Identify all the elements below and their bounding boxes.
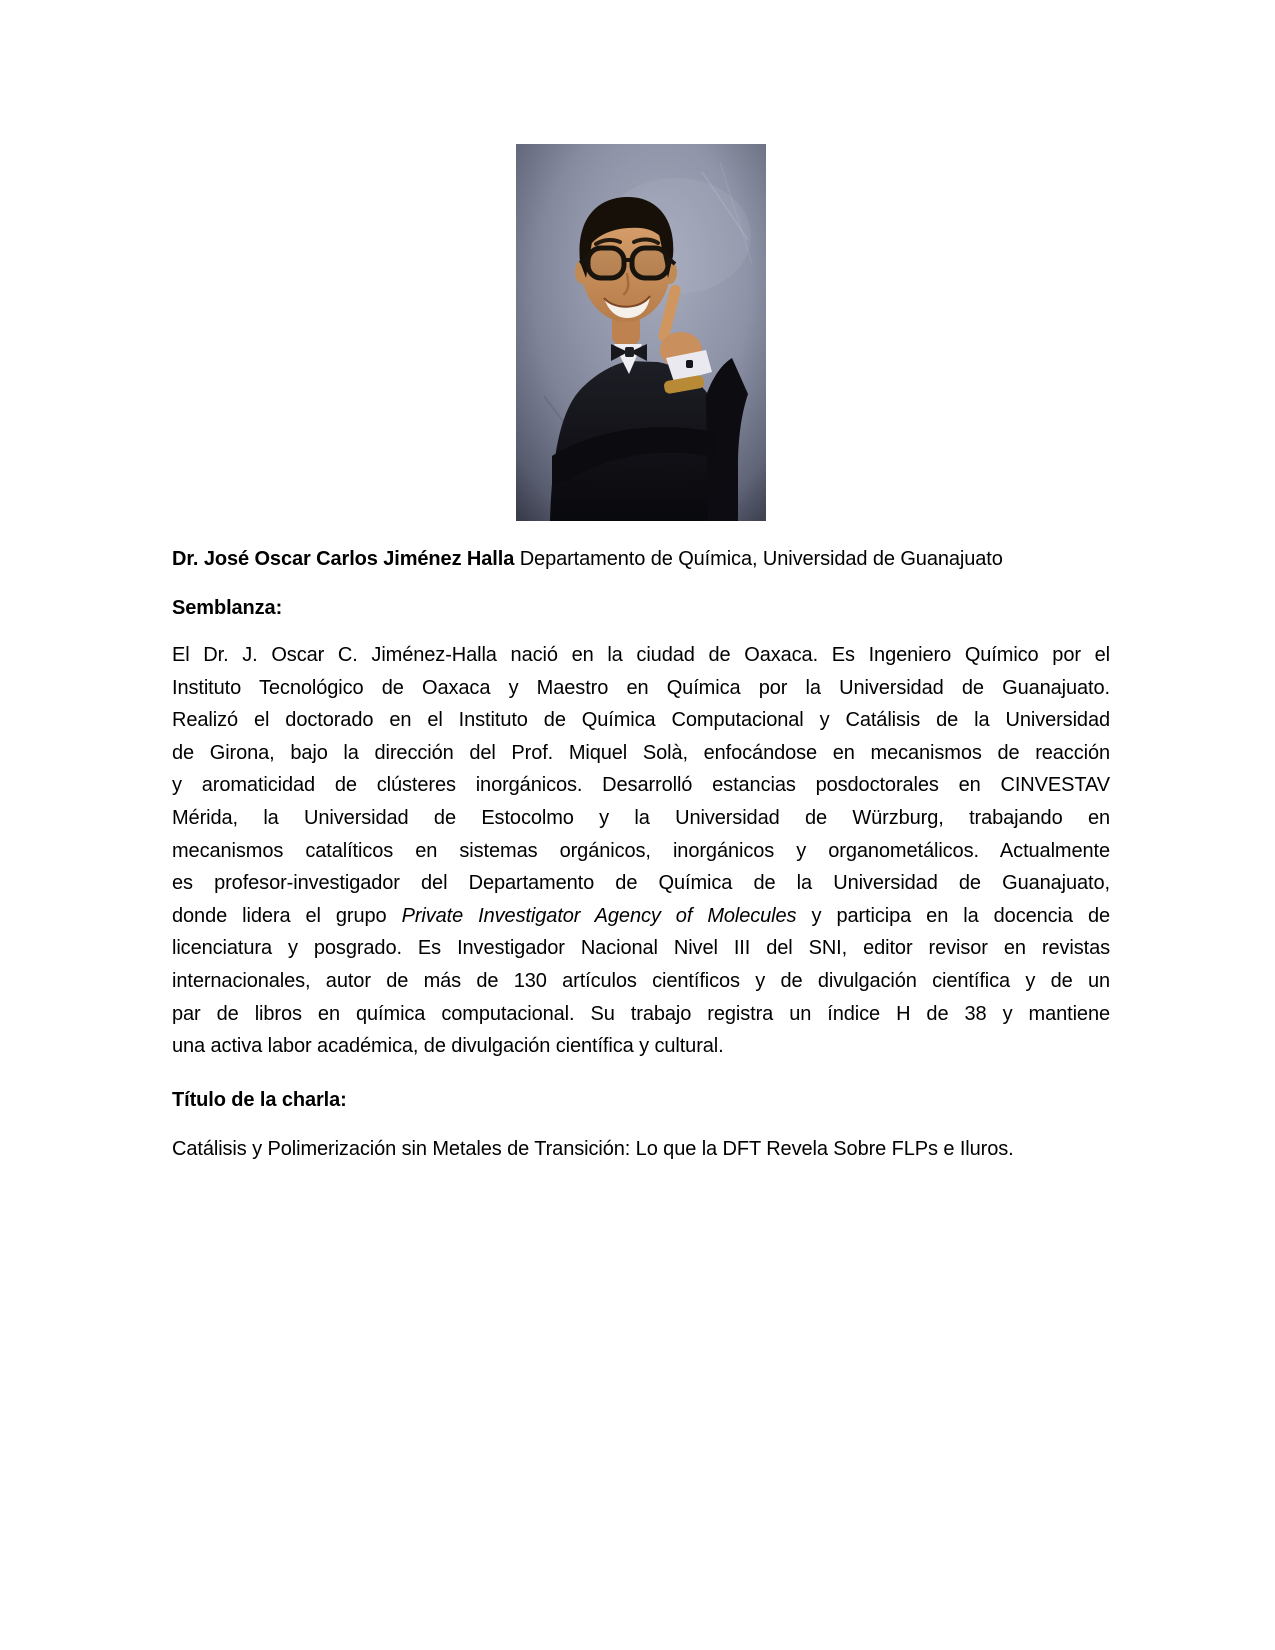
semblanza-line: y aromaticidad de clústeres inorgánicos. Desarrolló estancias posdoctorales en CINVESTAV	[172, 774, 1110, 797]
portrait-photo	[516, 144, 766, 521]
speaker-name: Dr. José Oscar Carlos Jiménez Halla	[172, 548, 515, 570]
semblanza-paragraph	[172, 639, 1110, 1063]
speaker-name-line	[172, 543, 1110, 575]
semblanza-line: par de libros en química computacional. Su trabajo registra un índice H de 38 y mantiene	[172, 1002, 1110, 1025]
semblanza-line: licenciatura y posgrado. Es Investigador Nacional Nivel III del SNI, editor revisor en revistas	[172, 937, 1110, 960]
semblanza-line: mecanismos catalíticos en sistemas orgánicos, inorgánicos y organometálicos. Actualmente	[172, 839, 1110, 862]
semblanza-heading: Semblanza:	[172, 597, 283, 619]
talk-title: Catálisis y Polimerización sin Metales de Transición: Lo que la DFT Revela Sobre FLPs e Iluros.	[172, 1137, 1014, 1160]
talk-title-heading: Título de la charla:	[172, 1088, 347, 1111]
speaker-affiliation: Departamento de Química, Universidad de Guanajuato	[519, 548, 1003, 570]
semblanza-line: de Girona, bajo la dirección del Prof. Miquel Solà, enfocándose en mecanismos de reacción	[172, 741, 1110, 764]
semblanza-line: Instituto Tecnológico de Oaxaca y Maestro en Química por la Universidad de Guanajuato.	[172, 676, 1110, 699]
semblanza-line-text: y participa en la docencia de	[796, 904, 1110, 927]
portrait-illustration	[516, 144, 766, 521]
semblanza-line: internacionales, autor de más de 130 artículos científicos y de divulgación científica y de un	[172, 969, 1110, 992]
semblanza-line: es profesor-investigador del Departamento de Química de la Universidad de Guanajuato,	[172, 872, 1110, 895]
semblanza-line: una activa labor académica, de divulgación científica y cultural.	[172, 1035, 724, 1058]
research-group-name: Private Investigator Agency of Molecules	[401, 904, 797, 927]
semblanza-line: Realizó el doctorado en el Instituto de Química Computacional y Catálisis de la Universidad	[172, 709, 1110, 732]
semblanza-line	[172, 900, 1110, 933]
semblanza-line: El Dr. J. Oscar C. Jiménez-Halla nació en la ciudad de Oaxaca. Es Ingeniero Químico por el	[172, 644, 1110, 666]
semblanza-line: Mérida, la Universidad de Estocolmo y la Universidad de Würzburg, trabajando en	[172, 806, 1110, 829]
photo-vignette	[516, 144, 766, 521]
semblanza-line-text: donde lidera el grupo	[172, 904, 402, 927]
